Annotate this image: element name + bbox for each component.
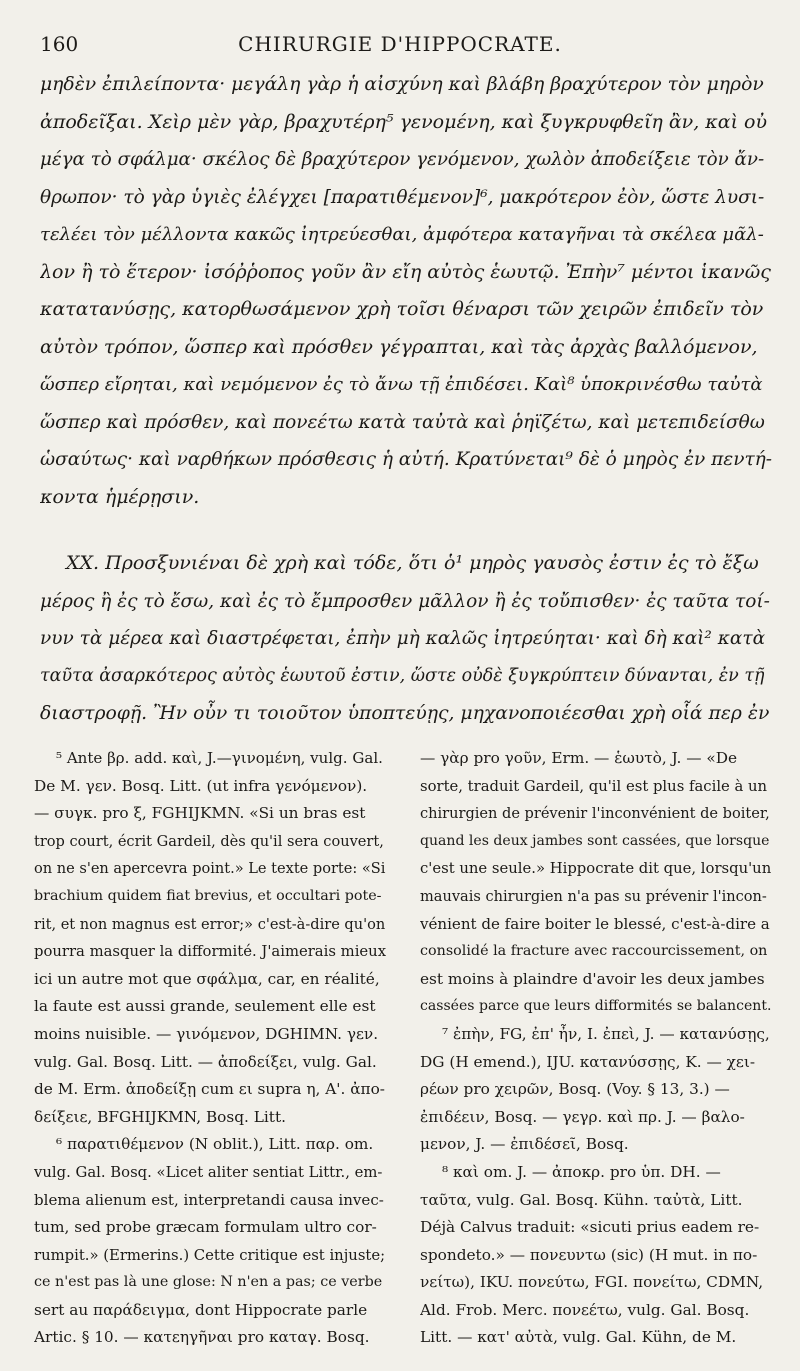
footnote-line: quand les deux jambes sont cassées, que lorsque: [420, 832, 770, 849]
footnote-line: est moins à plaindre d'avoir les deux jambes: [420, 969, 765, 988]
greek-text-line: μηδὲν ἐπιλείποντα· μεγάλη γὰρ ἡ αἰσχύνη καὶ βλάβη βραχύτερον τὸν μηρὸν: [40, 74, 764, 95]
footnote-line: cassées parce que leurs difformités se balancent.: [420, 998, 772, 1015]
page-header: [40, 32, 760, 64]
footnote-line: Ald. Frob. Merc. πονεέτω, vulg. Gal. Bosq.: [420, 1300, 750, 1319]
greek-text-line: κοντα ἡμέρῃσιν.: [40, 485, 200, 508]
footnote-line: rumpit.» (Ermerins.) Cette critique est injuste;: [34, 1246, 386, 1264]
greek-text-line: ἀποδεῖξαι. Χεὶρ μὲν γὰρ, βραχυτέρη⁵ γενομένη, καὶ ξυγκρυφθεῖη ἂν, καὶ οὐ: [40, 110, 768, 133]
footnote-line: — συγκ. pro ξ, FGHIJKMN. «Si un bras est: [34, 804, 366, 823]
footnote-line: consolidé la fracture avec raccourcissement, on: [420, 943, 768, 960]
footnote-line: tum, sed probe græcam formulam ultro cor-: [34, 1218, 377, 1237]
greek-text-line: μέγα τὸ σφάλμα· σκέλος δὲ βραχύτερον γενόμενον, χωλὸν ἀποδείξειε τὸν ἄν-: [40, 149, 765, 170]
footnotes: [34, 745, 772, 1352]
footnote-line: vulg. Gal. Bosq. Litt. — ἀποδείξει, vulg. Gal.: [34, 1052, 377, 1071]
footnote-line: Déjà Calvus traduit: «sicuti prius eadem re-: [420, 1218, 760, 1237]
footnote-line: μενον, J. — ἐπιδέσεῖ, Bosq.: [420, 1135, 629, 1154]
greek-text-line: ὡσαύτως· καὶ ναρθήκων πρόσθεσις ἡ αὐτή. Κρατύνεται⁹ δὲ ὁ μηρὸς ἐν πεντή-: [40, 449, 772, 470]
footnote-line: Litt. — κατ' αὐτὰ, vulg. Gal. Kühn, de M.: [420, 1328, 737, 1347]
footnote-line: de M. Erm. ἀποδείξῃ cum ει supra η, A'. ἀπο-: [34, 1080, 385, 1099]
greek-text-line: θρωπον· τὸ γὰρ ὑγιὲς ἐλέγχει [παρατιθέμενον]⁶, μακρότερον ἐὸν, ὥστε λυσι-: [40, 186, 765, 208]
section-text-line: διαστροφῇ. Ἢν οὖν τι τοιοῦτον ὑποπτεύῃς, μηχανοποιέεσθαι χρὴ οἷά περ ἐν: [40, 703, 770, 724]
footnote-line: sorte, traduit Gardeil, qu'il est plus facile à un: [420, 777, 768, 795]
footnote-line: ἐπιδέειν, Bosq. — γεγρ. καὶ πρ. J. — βαλο-: [420, 1107, 745, 1126]
greek-text-line: ὥσπερ καὶ πρόσθεν, καὶ πονεέτω κατὰ ταὐτὰ καὶ ῥηϊζέτω, καὶ μετεπιδείσθω: [40, 411, 765, 433]
footnote-line: ⁸ καὶ om. J. — ἀποκρ. pro ὑπ. DH. —: [442, 1162, 721, 1181]
footnote-line: vénient de faire boiter le blessé, c'est-à-dire a: [420, 914, 770, 933]
footnote-line: ce n'est pas là une glose: N n'en a pas; ce verbe: [34, 1274, 383, 1291]
footnote-line: c'est une seule.» Hippocrate dit que, lorsqu'un: [420, 860, 772, 878]
footnote-line: DG (H emend.), IJU. κατανύσσῃς, K. — χει-: [420, 1052, 756, 1071]
footnotes-right-column: [420, 745, 772, 1352]
footnote-line: νείτω), IKU. πονεύτω, FGI. πονείτω, CDMN,: [420, 1273, 764, 1292]
footnote-line: ⁵ Ante βρ. add. καὶ, J.—γινομένη, vulg. Gal.: [56, 749, 383, 767]
section-xx-text: [40, 545, 772, 733]
greek-text-line: ὥσπερ εἴρηται, καὶ νεμόμενον ἐς τὸ ἄνω τῇ ἐπιδέσει. Καὶ⁸ ὑποκρινέσθω ταὐτὰ: [40, 374, 763, 395]
footnote-line: — γὰρ pro γοῦν, Erm. — ἑωυτὸ, J. — «De: [420, 749, 738, 767]
footnotes-left-column: [34, 745, 386, 1352]
footnote-line: ρέων pro χειρῶν, Bosq. (Voy. § 13, 3.) —: [420, 1080, 730, 1099]
footnote-line: δείξειε, BFGHIJKMN, Bosq. Litt.: [34, 1107, 286, 1126]
footnote-line: la faute est aussi grande, seulement elle est: [34, 997, 376, 1016]
footnote-line: brachium quidem fiat brevius, et occultari pote-: [34, 887, 382, 904]
greek-text-line: λον ἢ τὸ ἕτερον· ἰσόῤῥοπος γοῦν ἂν εἴη αὐτὸς ἑωυτῷ. Ἐπὴν⁷ μέντοι ἱκανῶς: [40, 260, 771, 283]
footnote-line: trop court, écrit Gardeil, dès qu'il sera couvert,: [34, 832, 384, 850]
greek-text-line: τελέει τὸν μέλλοντα κακῶς ἰητρεύεσθαι, ἀμφότερα καταγῆναι τὰ σκέλεα μᾶλ-: [40, 224, 764, 245]
footnote-line: spondeto.» — πονευντω (sic) (H mut. in πο-: [420, 1245, 758, 1264]
footnote-line: ⁶ παρατιθέμενον (N oblit.), Litt. παρ. om.: [56, 1135, 374, 1154]
footnote-line: chirurgien de prévenir l'inconvénient de boiter,: [420, 805, 770, 823]
footnote-line: ⁷ ἐπὴν, FG, ἐπ' ἦν, I. ἐπεὶ, J. — κατανύσῃς,: [442, 1024, 770, 1043]
greek-text-line: κατατανύσῃς, κατορθωσάμενον χρὴ τοῖσι θέναρσι τῶν χειρῶν ἐπιδεῖν τὸν: [40, 298, 764, 320]
footnote-line: pourra masquer la difformité. J'aimerais mieux: [34, 943, 386, 961]
footnote-line: vulg. Gal. Bosq. «Licet aliter sentiat Littr., em-: [34, 1163, 383, 1181]
footnote-line: sert au παράδειγμα, dont Hippocrate parle: [34, 1300, 368, 1319]
greek-text-line: αὐτὸν τρόπον, ὥσπερ καὶ πρόσθεν γέγραπται, καὶ τὰς ἀρχὰς βαλλόμενον,: [40, 335, 758, 358]
page-number: 160: [40, 32, 79, 56]
section-text-line: νυν τὰ μέρεα καὶ διαστρέφεται, ἐπὴν μὴ καλῶς ἰητρεύηται· καὶ δὴ καὶ² κατὰ: [40, 628, 766, 649]
greek-text-block: [40, 66, 772, 516]
section-text-line: μέρος ἢ ἐς τὸ ἔσω, καὶ ἐς τὸ ἔμπροσθεν μᾶλλον ἢ ἐς τοὔπισθεν· ἐς ταῦτα τοί-: [40, 590, 770, 612]
footnote-line: ici un autre mot que σφάλμα, car, en réalité,: [34, 969, 380, 988]
footnote-line: De M. γεν. Bosq. Litt. (ut infra γενόμενον).: [34, 776, 368, 795]
footnote-line: Artic. § 10. — κατεηγῆναι pro καταγ. Bosq.: [34, 1328, 370, 1347]
section-text-line: XX. Προσξυνιέναι δὲ χρὴ καὶ τόδε, ὅτι ὁ¹ μηρὸς γαυσὸς ἐστιν ἐς τὸ ἔξω: [66, 552, 759, 574]
footnote-line: mauvais chirurgien n'a pas su prévenir l'incon-: [420, 887, 767, 905]
section-text-line: ταῦτα ἀσαρκότερος αὐτὸς ἑωυτοῦ ἐστιν, ὥστε οὐδὲ ξυγκρύπτειν δύνανται, ἐν τῇ: [40, 665, 765, 686]
footnote-line: rit, et non magnus est error;» c'est-à-dire qu'on: [34, 915, 386, 933]
running-title: CHIRURGIE D'HIPPOCRATE.: [238, 32, 562, 56]
footnote-line: moins nuisible. — γινόμενον, DGHIMN. γεν.: [34, 1024, 379, 1043]
footnote-line: blema alienum est, interpretandi causa invec-: [34, 1190, 384, 1209]
footnote-line: on ne s'en apercevra point.» Le texte porte: «Si: [34, 860, 386, 878]
footnote-line: ταῦτα, vulg. Gal. Bosq. Kühn. ταὐτὰ, Litt.: [420, 1190, 743, 1209]
